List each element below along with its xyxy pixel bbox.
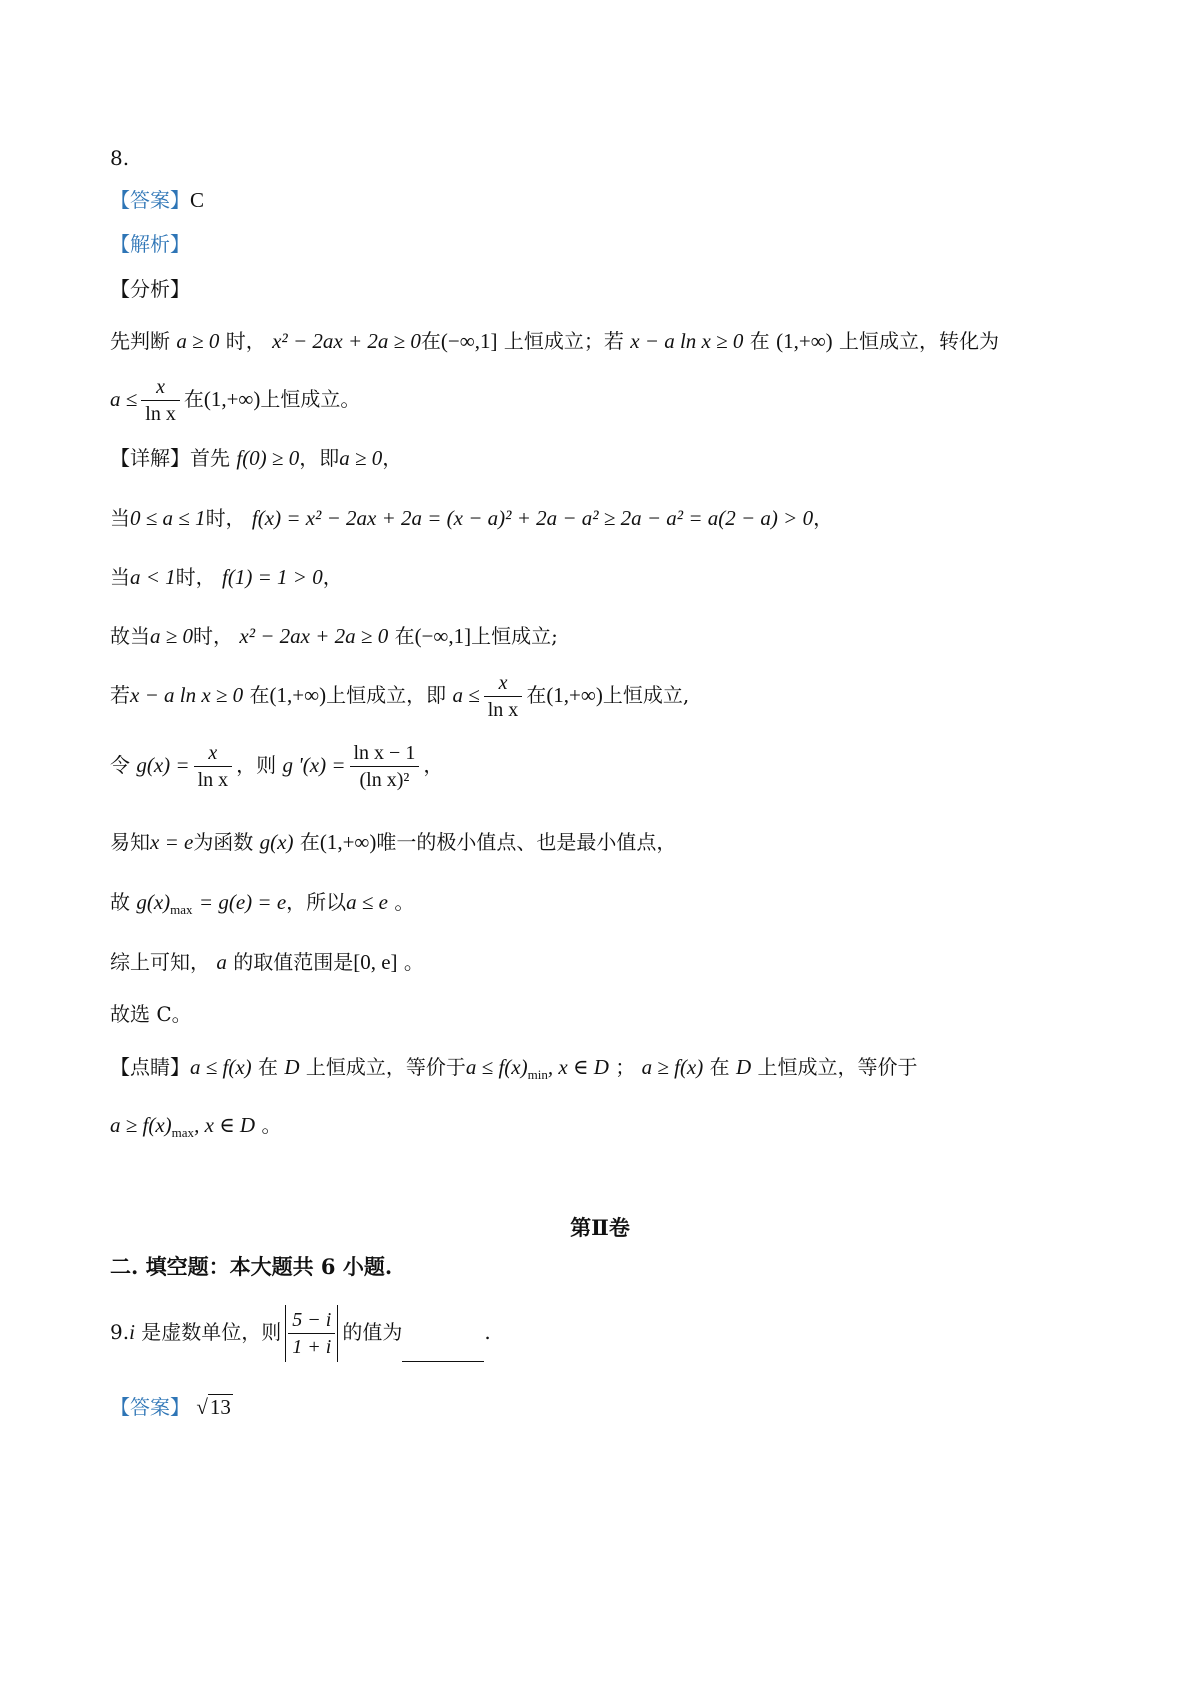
text: 当 — [110, 565, 130, 589]
math: a ≥ 0 — [339, 446, 383, 470]
text: 上恒成立，即 — [326, 683, 447, 707]
fraction-denominator: ln x — [487, 699, 519, 721]
sqrt: √13 — [196, 1395, 231, 1419]
fraction-denominator: 1 + i — [292, 1336, 332, 1358]
math: a < 1 — [130, 565, 176, 589]
text: 故当 — [110, 624, 150, 648]
text: 。 — [261, 1113, 282, 1137]
text: 上恒成立，等价于 — [305, 1055, 466, 1079]
math: g(x) — [259, 830, 294, 854]
text: ； — [615, 1055, 636, 1079]
math: a ≤ — [452, 683, 480, 707]
detail-line-4 — [110, 626, 558, 647]
dianjing-line-2 — [110, 1115, 281, 1139]
text: 的取值范围是 — [233, 950, 354, 974]
text: 上恒成立。 — [260, 387, 361, 411]
answer-tag: 【答案】 — [110, 188, 190, 212]
radicand: 13 — [209, 1395, 231, 1419]
text: 若 — [110, 683, 130, 707]
text: 是虚数单位，则 — [141, 1320, 282, 1344]
math: (1,+∞) — [546, 683, 603, 707]
detail-line-5 — [110, 670, 689, 723]
text: 在 — [249, 683, 270, 707]
answer-value: C — [190, 188, 205, 212]
text: 。 — [403, 950, 424, 974]
question-number: 8. — [110, 146, 130, 170]
math: i — [129, 1320, 135, 1344]
text: 在 — [709, 1055, 730, 1079]
text: 在 — [183, 387, 204, 411]
math: = g(e) = e — [198, 890, 287, 914]
text: ，则 — [236, 753, 277, 777]
fenxi-paragraph-1 — [110, 331, 999, 352]
text: 故 — [110, 890, 130, 914]
fraction-denominator: ln x — [197, 769, 229, 791]
text: ， — [382, 446, 403, 470]
math: a ≤ f(x) — [465, 1055, 528, 1079]
text: ， — [322, 565, 343, 589]
fraction-numerator: x — [194, 740, 233, 767]
text: 时， — [225, 329, 266, 353]
text: 综上可知， — [110, 950, 210, 974]
detail-line-8 — [110, 892, 414, 916]
part-title: 二. 填空题：本大题共 6 小题. — [110, 1254, 393, 1279]
text: 上恒成立，转化为 — [839, 329, 1000, 353]
analysis-tag: 【解析】 — [110, 232, 190, 256]
text: 在 — [258, 1055, 279, 1079]
math: x = e — [150, 830, 194, 854]
text: 先判断 — [110, 329, 170, 353]
math: , x ∈ D — [547, 1055, 609, 1079]
math: (−∞,1] — [440, 329, 498, 353]
text: 。 — [394, 890, 415, 914]
math: 0 ≤ a ≤ 1 — [130, 506, 206, 530]
text: 为函数 — [193, 830, 254, 854]
detail-line-1 — [110, 448, 402, 469]
text: ，即 — [299, 446, 340, 470]
text: ， — [813, 506, 834, 530]
text: 在 — [749, 329, 770, 353]
math: D — [735, 1055, 752, 1079]
math: x² − 2ax + 2a ≥ 0 — [272, 329, 421, 353]
answer-blank — [402, 1343, 484, 1362]
math: (1,+∞) — [776, 329, 833, 353]
math: (1,+∞) — [203, 387, 261, 411]
fraction — [288, 1307, 335, 1360]
text: 在 — [420, 329, 441, 353]
math: f(x) = x² − 2ax + 2a = (x − a)² + 2a − a² ≥ 2a − a² = a(2 − a) > 0 — [251, 506, 814, 530]
text: 上恒成立; — [471, 624, 558, 648]
fraction — [484, 670, 523, 723]
answer-row — [110, 190, 204, 211]
text: 唯一的极小值点、也是最小值点， — [376, 830, 677, 854]
text: 上恒成立，等价于 — [757, 1055, 918, 1079]
math: x − a ln x ≥ 0 — [630, 329, 744, 353]
math: a ≤ f(x) — [190, 1055, 252, 1079]
detail-tag: 【详解】 — [110, 446, 190, 470]
question-9-stem — [110, 1305, 491, 1362]
text: 在 — [394, 624, 415, 648]
volume-title: 第Ⅱ卷 — [570, 1215, 630, 1240]
math: g(x) = — [136, 753, 190, 777]
fraction — [141, 374, 180, 427]
math: , x ∈ D — [194, 1113, 256, 1137]
math: (1,+∞) — [319, 830, 377, 854]
text: 上恒成立, — [602, 683, 690, 707]
text: 时， — [205, 506, 246, 530]
fraction-numerator: x — [141, 374, 180, 401]
subscript: max — [171, 1125, 195, 1140]
math: (−∞,1] — [414, 624, 472, 648]
fraction-denominator: (ln x)² — [359, 769, 410, 791]
text: 在 — [299, 830, 320, 854]
answer-tag: 【答案】 — [110, 1395, 190, 1419]
math: a ≤ — [110, 387, 138, 411]
q9-answer-row — [110, 1397, 233, 1418]
subscript: max — [170, 902, 193, 917]
absolute-value — [285, 1305, 338, 1362]
fraction — [194, 740, 233, 793]
math: [0, e] — [353, 950, 398, 974]
fraction-numerator: 5 − i — [288, 1307, 335, 1334]
fenxi-tag: 【分析】 — [110, 277, 190, 301]
math: a ≥ f(x) — [110, 1113, 172, 1137]
text: 当 — [110, 506, 130, 530]
fraction — [350, 740, 420, 793]
math: g '(x) = — [282, 753, 346, 777]
fraction-numerator: x — [484, 670, 523, 697]
text: 首先 — [190, 446, 230, 470]
question-number: 9. — [110, 1320, 130, 1344]
math: f(1) = 1 > 0 — [222, 565, 323, 589]
dianjing-tag: 【点睛】 — [110, 1055, 190, 1079]
text: ， — [423, 753, 444, 777]
math: f(0) ≥ 0 — [236, 446, 300, 470]
text: 时， — [193, 624, 234, 648]
detail-line-7 — [110, 832, 676, 853]
text: . — [484, 1320, 491, 1344]
detail-line-6 — [110, 740, 443, 793]
detail-line-3 — [110, 567, 343, 588]
text: 令 — [110, 753, 130, 777]
math: x² − 2ax + 2a ≥ 0 — [239, 624, 389, 648]
math: a ≥ 0 — [176, 329, 220, 353]
fraction-denominator: ln x — [145, 403, 176, 425]
math: a ≥ 0 — [150, 624, 194, 648]
detail-line-10: 故选 C。 — [110, 1002, 192, 1026]
math: a — [216, 950, 227, 974]
detail-line-2 — [110, 508, 833, 529]
math: D — [284, 1055, 300, 1079]
text: 上恒成立；若 — [503, 329, 624, 353]
fenxi-paragraph-2 — [110, 374, 360, 427]
text: 在 — [526, 683, 547, 707]
detail-line-9 — [110, 952, 424, 973]
math: a ≥ f(x) — [641, 1055, 704, 1079]
math: g(x) — [136, 890, 171, 914]
dianjing-line-1 — [110, 1057, 918, 1081]
text: 易知 — [110, 830, 150, 854]
text: ，所以 — [286, 890, 347, 914]
math: (1,+∞) — [269, 683, 327, 707]
text: 的值为 — [342, 1320, 403, 1344]
text: 时， — [175, 565, 216, 589]
math: a ≤ e — [346, 890, 389, 914]
subscript: min — [527, 1067, 548, 1082]
math: x − a ln x ≥ 0 — [130, 683, 244, 707]
fraction-numerator: ln x − 1 — [350, 740, 420, 767]
